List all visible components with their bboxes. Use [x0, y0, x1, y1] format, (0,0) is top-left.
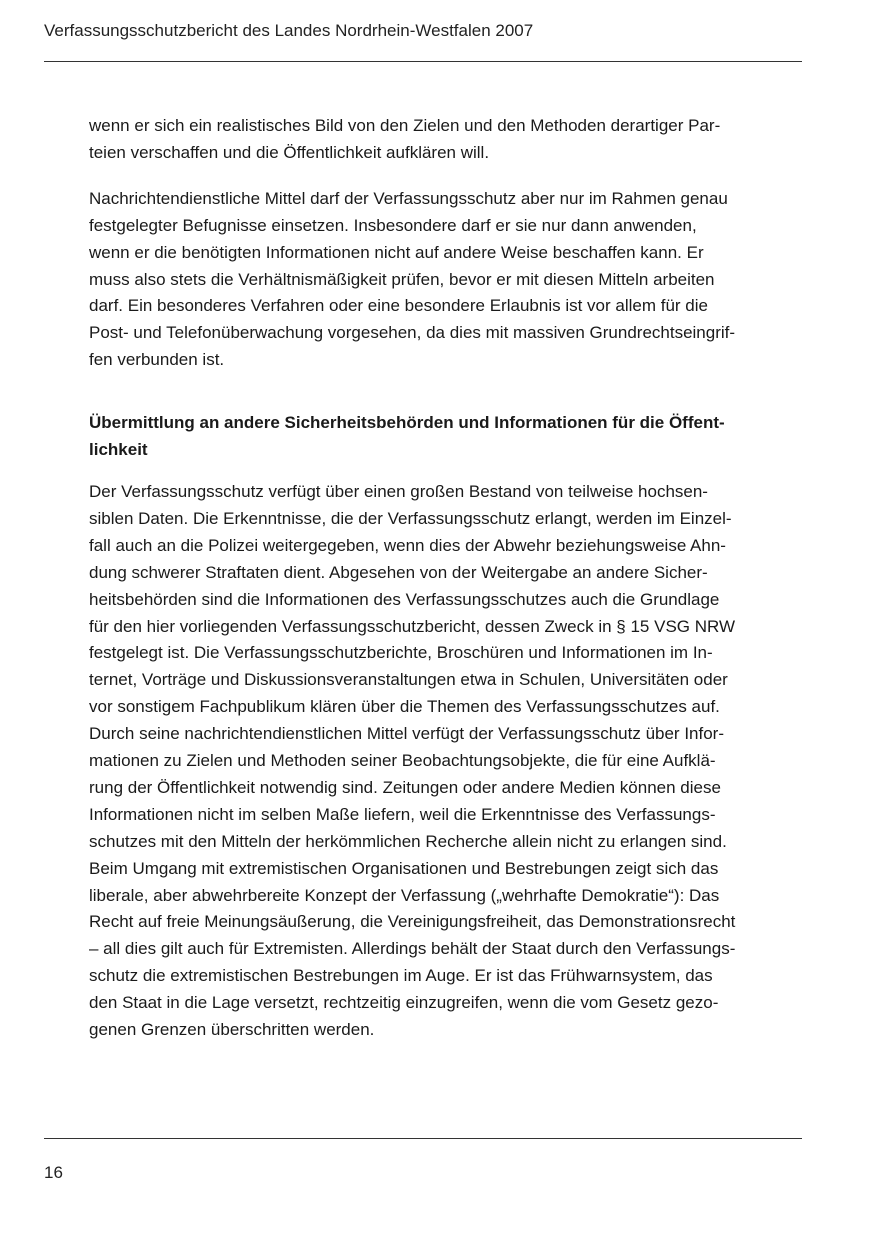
text-line: liberale, aber abwehrbereite Konzept der Verfassung („wehrhafte Demokratie“): Das: [89, 885, 720, 905]
text-line: siblen Daten. Die Erkenntnisse, die der Verfassungsschutz erlangt, werden im Einzel-: [89, 508, 732, 528]
text-line: Nachrichtendienstliche Mittel darf der Verfassungsschutz aber nur im Rahmen genau: [89, 188, 728, 208]
text-line: ternet, Vorträge und Diskussionsveranstaltungen etwa in Schulen, Universitäten oder: [89, 670, 728, 690]
paragraph-2: [89, 186, 809, 374]
text-line: für den hier vorliegenden Verfassungsschutzbericht, dessen Zweck in § 15 VSG NRW: [89, 616, 736, 636]
text-line: festgelegter Befugnisse einsetzen. Insbesondere darf er sie nur dann anwenden,: [89, 215, 697, 235]
text-line: mationen zu Zielen und Methoden seiner Beobachtungsobjekte, die für eine Aufklä-: [89, 751, 716, 771]
text-line: fen verbunden ist.: [89, 350, 225, 370]
text-line: vor sonstigem Fachpublikum klären über die Themen des Verfassungsschutzes auf.: [89, 697, 720, 717]
page-number: 16: [44, 1163, 63, 1182]
running-header: Verfassungsschutzbericht des Landes Nordrhein-Westfalen 2007: [44, 21, 534, 40]
heading-line: lichkeit: [89, 440, 148, 460]
header-rule: [44, 61, 802, 62]
paragraph-3: [89, 479, 809, 1044]
text-line: wenn er die benötigten Informationen nicht auf andere Weise beschaffen kann. Er: [89, 242, 704, 262]
text-line: Beim Umgang mit extremistischen Organisationen und Bestrebungen zeigt sich das: [89, 858, 719, 878]
text-line: Post- und Telefonüberwachung vorgesehen, da dies mit massiven Grundrechtseingrif-: [89, 323, 736, 343]
text-line: teien verschaffen und die Öffentlichkeit aufklären will.: [89, 142, 490, 162]
text-line: muss also stets die Verhältnismäßigkeit prüfen, bevor er mit diesen Mitteln arbeiten: [89, 269, 715, 289]
text-line: Informationen nicht im selben Maße liefern, weil die Erkenntnisse des Verfassungs-: [89, 804, 716, 824]
footer-rule: [44, 1138, 802, 1139]
page-body: [89, 113, 809, 1044]
text-line: wenn er sich ein realistisches Bild von den Zielen und den Methoden derartiger Par-: [89, 116, 721, 135]
text-line: genen Grenzen überschritten werden.: [89, 1020, 375, 1040]
text-line: – all dies gilt auch für Extremisten. Allerdings behält der Staat durch den Verfassungs-: [89, 939, 736, 959]
section-heading: [89, 410, 809, 464]
heading-line: Übermittlung an andere Sicherheitsbehörden und Informationen für die Öffent-: [89, 413, 725, 433]
text-line: dung schwerer Straftaten dient. Abgesehen von der Weitergabe an andere Sicher-: [89, 562, 708, 582]
text-line: fall auch an die Polizei weitergegeben, wenn dies der Abwehr beziehungsweise Ahn-: [89, 535, 726, 555]
text-line: schutz die extremistischen Bestrebungen im Auge. Er ist das Frühwarnsystem, das: [89, 966, 713, 986]
text-line: Durch seine nachrichtendienstlichen Mittel verfügt der Verfassungsschutz über Infor-: [89, 724, 724, 744]
text-line: rung der Öffentlichkeit notwendig sind. Zeitungen oder andere Medien können diese: [89, 777, 721, 797]
text-line: schutzes mit den Mitteln der herkömmlichen Recherche allein nicht zu erlangen sind.: [89, 831, 727, 851]
text-line: festgelegt ist. Die Verfassungsschutzberichte, Broschüren und Informationen im In-: [89, 643, 713, 663]
text-line: Recht auf freie Meinungsäußerung, die Vereinigungsfreiheit, das Demonstrationsrecht: [89, 912, 736, 932]
text-line: darf. Ein besonderes Verfahren oder eine besondere Erlaubnis ist vor allem für die: [89, 296, 708, 316]
text-line: den Staat in die Lage versetzt, rechtzeitig einzugreifen, wenn die vom Gesetz gezo-: [89, 993, 719, 1013]
text-line: heitsbehörden sind die Informationen des Verfassungsschutzes auch die Grundlage: [89, 589, 720, 609]
text-line: Der Verfassungsschutz verfügt über einen großen Bestand von teilweise hochsen-: [89, 481, 708, 501]
paragraph-1: [89, 113, 809, 167]
